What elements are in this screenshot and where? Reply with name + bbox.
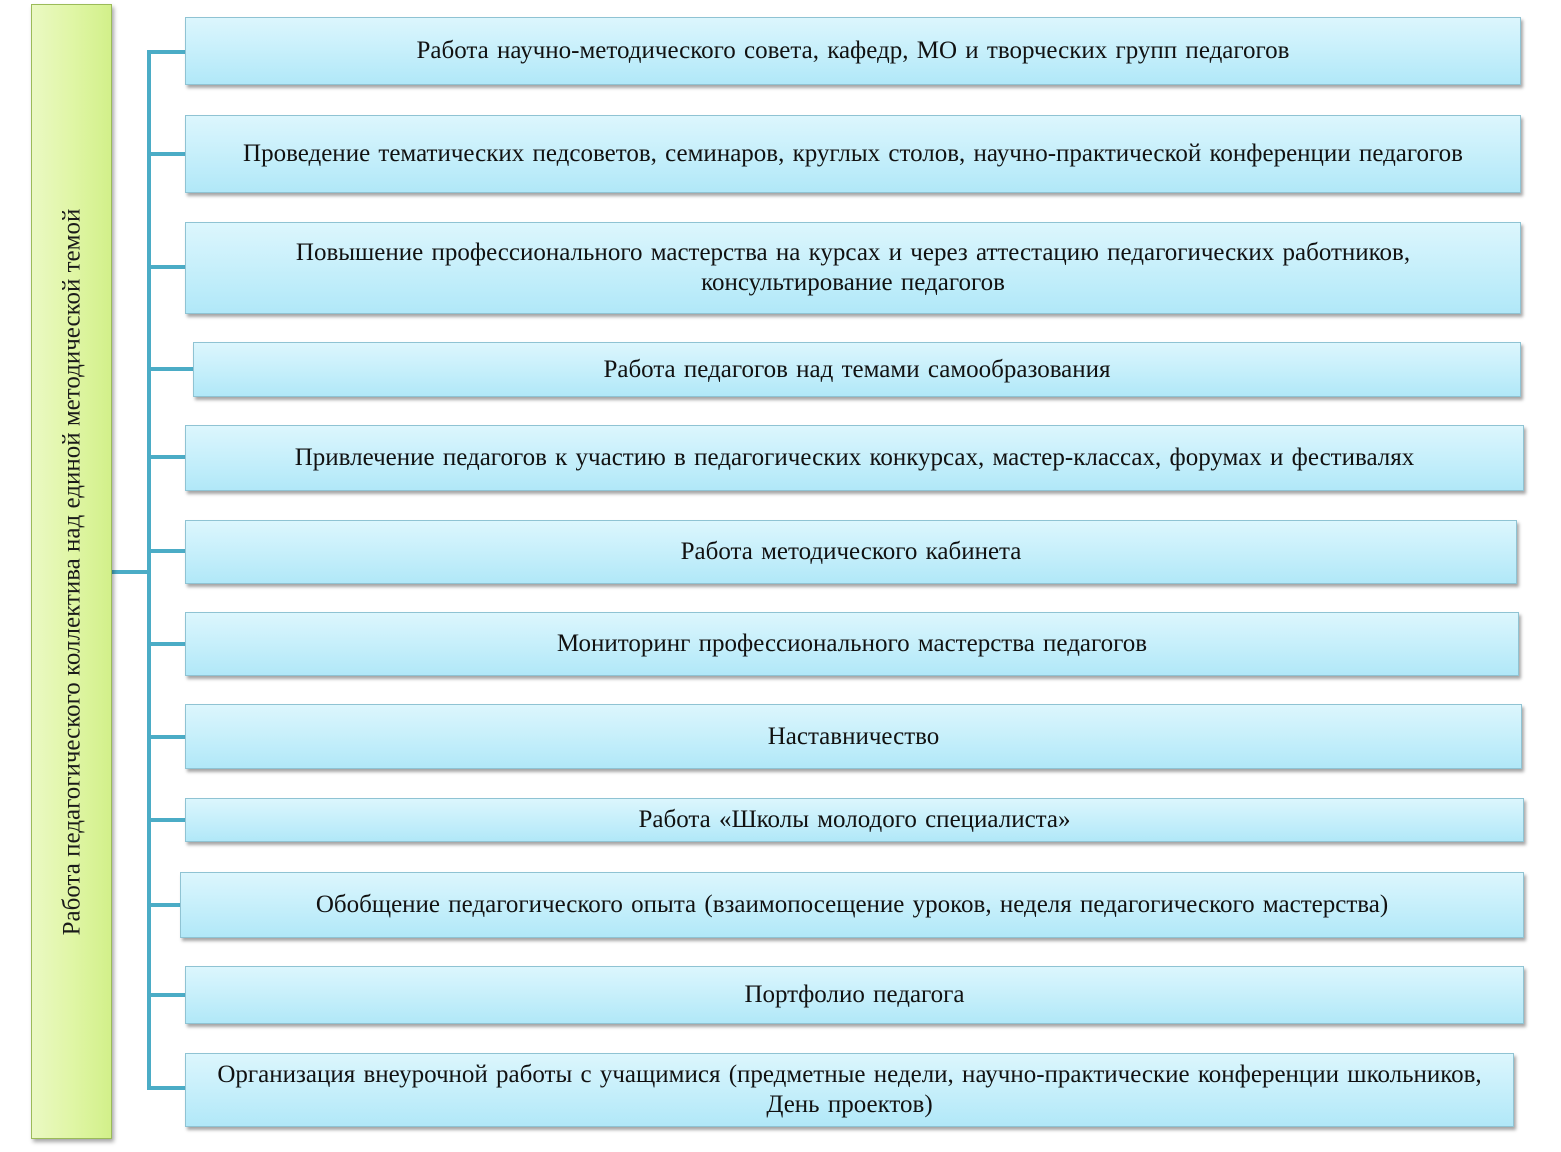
node-label: Привлечение педагогов к участию в педагогических конкурсах, мастер-классах, форумах и фестивалях — [294, 444, 1415, 471]
node-competitions — [185, 425, 1524, 491]
node-label: Работа методического кабинета — [680, 538, 1022, 565]
node-label: Мониторинг профессионального мастерства педагогов — [556, 630, 1148, 657]
node-label: Работа научно-методического совета, кафедр, МО и творческих групп педагогов — [416, 37, 1290, 64]
node-label: Проведение тематических педсоветов, семинаров, круглых столов, научно-практической конференции педагогов — [243, 140, 1463, 167]
node-experience-generalization — [180, 872, 1524, 938]
node-methodical-office — [185, 520, 1517, 584]
node-label: Повышение профессионального мастерства на курсах и через аттестацию педагогических работников, консультирование педагогов — [295, 239, 1411, 296]
node-label: Обобщение педагогического опыта (взаимопосещение уроков, неделя педагогического мастерства) — [315, 891, 1389, 918]
node-label: Работа «Школы молодого специалиста» — [638, 806, 1071, 833]
node-pedagogical-councils — [185, 115, 1521, 193]
node-mentoring — [185, 704, 1522, 769]
root-node — [31, 4, 112, 1139]
root-node-label: Работа педагогического коллектива над единой методической темой — [58, 208, 85, 935]
node-teacher-portfolio — [185, 966, 1524, 1024]
node-self-education — [193, 342, 1521, 397]
node-label: Портфолио педагога — [744, 981, 965, 1008]
node-label: Работа педагогов над темами самообразования — [603, 355, 1111, 383]
node-label: Организация внеурочной работы с учащимися (предметные недели, научно-практические конференции школьников, День проектов) — [217, 1061, 1482, 1118]
node-monitoring — [185, 612, 1519, 676]
node-label: Наставничество — [767, 722, 940, 750]
node-young-specialist-school — [185, 798, 1524, 842]
node-scientific-council — [185, 17, 1521, 85]
node-professional-development — [185, 222, 1521, 314]
node-extracurricular-work — [185, 1053, 1514, 1127]
